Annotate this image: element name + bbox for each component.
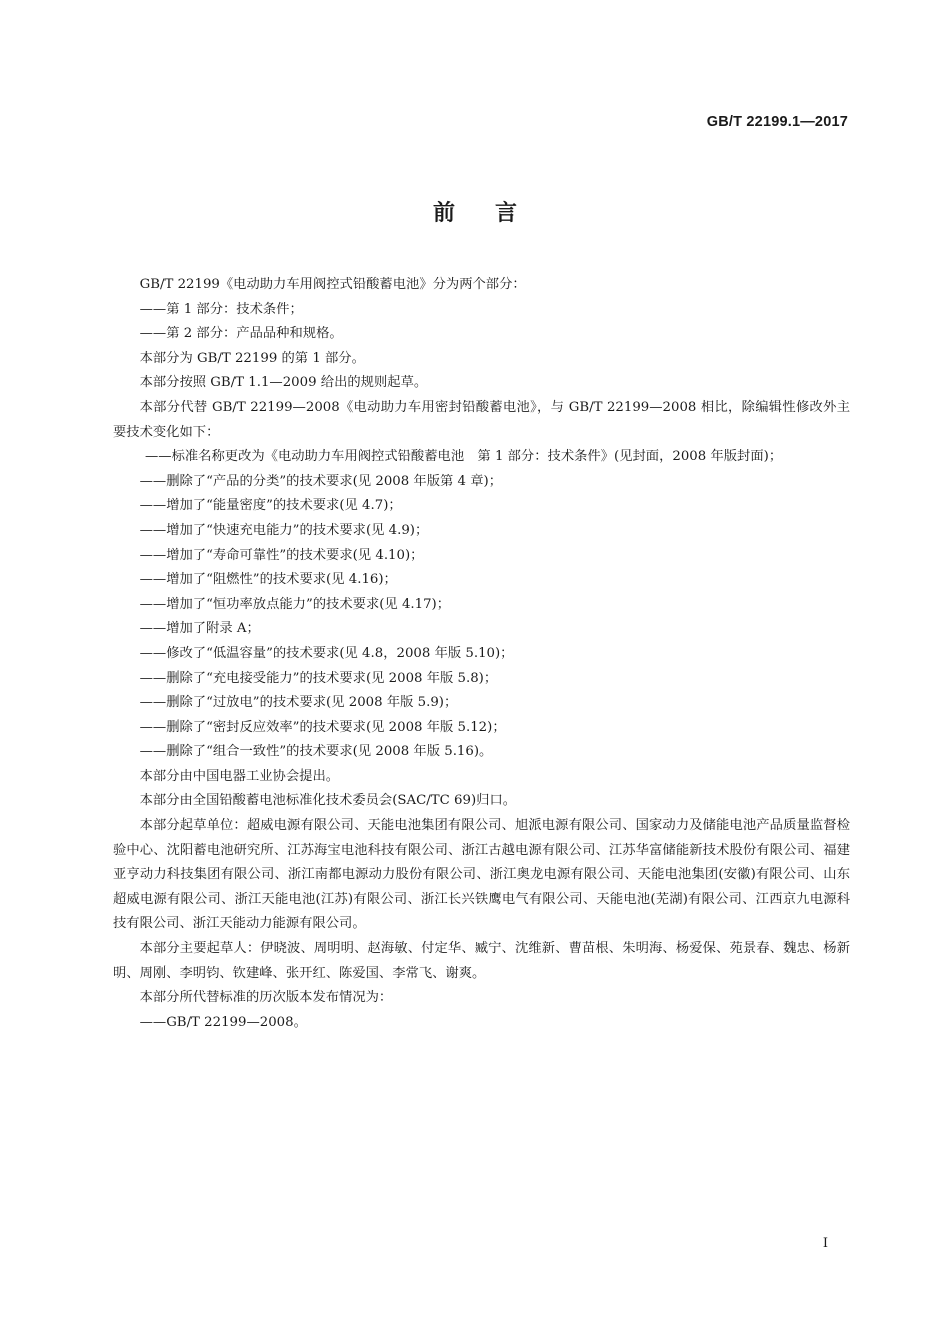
part-item: ——第 1 部分：技术条件； (139, 301, 303, 317)
proposed-by: 本部分由中国电器工业协会提出。 (139, 768, 340, 784)
history-statement: 本部分所代替标准的历次版本发布情况为： (139, 990, 393, 1006)
foreword-body (113, 273, 850, 1035)
change-item: ——删除了“密封反应效率”的技术要求(见 2008 年版 5.12)； (139, 719, 506, 735)
replaces-statement: 本部分代替 GB/T 22199—2008《电动助力车用密封铅酸蓄电池》，与 GB/T 22199—2008 相比，除编辑性修改外主要技术变化如下： (113, 399, 850, 440)
parts-statement: GB/T 22199《电动助力车用阀控式铅酸蓄电池》分为两个部分： (139, 277, 526, 292)
change-item: ——增加了“阻燃性”的技术要求(见 4.16)； (139, 572, 397, 588)
change-item: ——增加了“寿命可靠性”的技术要求(见 4.10)； (139, 547, 424, 563)
change-item: ——增加了“恒功率放点能力”的技术要求(见 4.17)； (139, 596, 451, 612)
change-item: ——修改了“低温容量”的技术要求(见 4.8，2008 年版 5.10)； (139, 645, 514, 661)
change-item: ——删除了“产品的分类”的技术要求(见 2008 年版第 4 章)； (139, 473, 503, 489)
main-drafters: 本部分主要起草人：伊晓波、周明明、赵海敏、付定华、臧宁、沈维新、曹苗根、朱明海、杨爱保、苑景春、魏忠、杨新明、周刚、李明钧、钦建峰、张开红、陈爱国、李常飞、谢爽。 (113, 941, 850, 981)
change-item: ——增加了“快速充电能力”的技术要求(见 4.9)； (139, 522, 429, 538)
standard-number: GB/T 22199.1—2017 (706, 114, 848, 130)
change-item: ——删除了“充电接受能力”的技术要求(见 2008 年版 5.8)； (139, 670, 498, 686)
drafting-units: 本部分起草单位：超威电源有限公司、天能电池集团有限公司、旭派电源有限公司、国家动力及储能电池产品质量监督检验中心、沈阳蓄电池研究所、江苏海宝电池科技有限公司、浙江古越电源有限公司、江苏华富储能新技术股份有限公司、福建亚亨动力科技集团有限公司、浙江南都电源动力股份有限公司、浙江奥龙电源有限公司、天能电池集团(安徽)有限公司、山东超威电源有限公司、浙江天能电池(江苏)有限公司、浙江长兴铁鹰电气有限公司、天能电池(芜湖)有限公司、江西京九电源科技有限公司、浙江天能动力能源有限公司。 (113, 818, 850, 932)
change-item: ——删除了“过放电”的技术要求(见 2008 年版 5.9)； (139, 695, 458, 711)
page-number: I (822, 1236, 828, 1251)
drafting-rule: 本部分按照 GB/T 1.1—2009 给出的规则起草。 (139, 375, 428, 391)
change-item: ——增加了“能量密度”的技术要求(见 4.7)； (139, 498, 402, 514)
part-item: ——第 2 部分：产品品种和规格。 (139, 326, 343, 342)
change-item: ——增加了附录 A； (139, 621, 260, 637)
change-item: ——标准名称更改为《电动助力车用阀控式铅酸蓄电池 第 1 部分：技术条件》(见封面，2008 年版封面)； (145, 449, 783, 465)
this-part-statement: 本部分为 GB/T 22199 的第 1 部分。 (139, 350, 365, 366)
change-item: ——删除了“组合一致性”的技术要求(见 2008 年版 5.16)。 (139, 744, 493, 760)
history-version: ——GB/T 22199—2008。 (139, 1014, 307, 1030)
centralized-by: 本部分由全国铅酸蓄电池标准化技术委员会(SAC/TC 69)归口。 (139, 793, 517, 809)
page-title: 前言 (432, 201, 557, 226)
